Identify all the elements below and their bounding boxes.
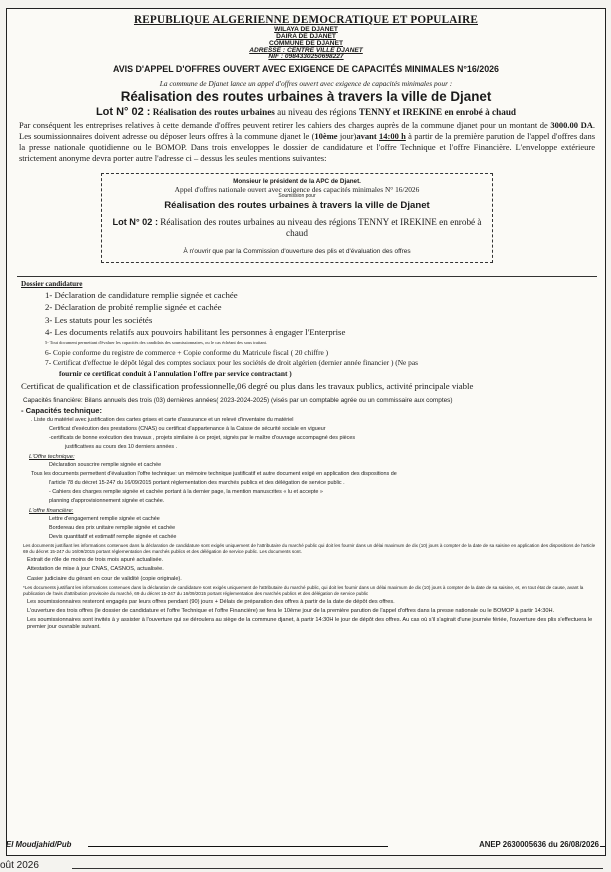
address-line: ADRESSE : CENTRE VILLE DJANET xyxy=(249,46,363,54)
footer-rule-left xyxy=(88,846,388,847)
dossier-title: Dossier candidature xyxy=(21,279,83,288)
footer-rule-right xyxy=(600,846,605,847)
technical-capacity-title: - Capacités technique: xyxy=(21,406,103,416)
dossier-item-warning xyxy=(59,370,605,379)
para-part-1: Par conséquent les entreprises relatives à cette demande d'offres peuvent retirer les cahiers des charges auprès de la commune djanet pour un montant de xyxy=(19,120,551,131)
section-divider xyxy=(17,276,597,277)
envelope-soumission: Soumission pour xyxy=(278,193,316,200)
financial-offer-item: Lettre d'engagement remplie signée et cachée xyxy=(49,516,160,523)
note-item: Casier judiciaire du gérant en cour de validité (copie originale). xyxy=(27,575,182,582)
lot-label: Lot N° 02 : xyxy=(95,106,151,119)
financial-offer-item: Devis quantitatif et estimatif remplie signée et cachée xyxy=(49,534,177,541)
technical-capacity-item: . Liste du matériel avec justification des cartes grises et carte d'assurance et un relevé d'inventaire du matériel xyxy=(31,417,294,424)
newspaper-name: El Moudjahid/Pub xyxy=(6,840,72,849)
envelope-warning: À n'ouvrir que par la Commission d'ouverture des plis et d'évaluation des offres xyxy=(183,248,411,256)
technical-offer-item: Tous les documents permettent d'évaluation l'offre technique: un mémoire technique justificatif et autre document exigé en application des dispositions de xyxy=(31,471,397,478)
technical-capacity-item: justificatives au cours des 10 derniers années . xyxy=(65,444,178,451)
lot-regions: TENNY et IREKINE en enrobé à chaud xyxy=(358,107,517,118)
warning-text: fournir ce certificat conduit à l'annulation l'offre par service contractant ) xyxy=(59,369,292,379)
daira-line: DAIRA DE DJANET xyxy=(276,32,336,40)
notice-title: AVIS D'APPEL D'OFFRES OUVERT AVEC EXIGENCE DE CAPACITÉS MINIMALES N°16/2026 xyxy=(112,64,499,75)
note-item: Extrait de rôle de moins de trois mois apuré actualisée. xyxy=(27,557,164,564)
financial-offer-item: Bordereau des prix unitaire remplie signée et cachée xyxy=(49,525,176,532)
envelope-lot-text: Réalisation des routes urbaines au niveau des régions TENNY et IREKINE en enrobé à chaud xyxy=(160,217,482,238)
note-item: *Les documents justifiant les informations contenues dans la déclaration de candidature sont exigés uniquement de l'attributaire du marché public, qui doit les fournir dans un délai maximum de dix (10) jours à compter de la date de sa saisine, et, en tout état de cause, avant la publication de l'avis d'attribution provisoire du marché, 69 du décret 15-247 du 16/09/2015 portant réglementation des marchés publics et des délégation de service public xyxy=(23,584,584,596)
page-edge-text: oût 2026 xyxy=(0,860,39,871)
technical-offer-item: - Cahiers des charges remplie signée et cachée portant à la dernier page, la mention manuscrites « lu et accepte » xyxy=(49,489,323,496)
note-item: Attestation de mise à jour CNAS, CASNOS, actualisée. xyxy=(27,566,164,573)
note-item: L'ouverture des trois offres (le dossier de candidature et l'offre Technique et l'offre Financière) se fera le 10ème jour de la première parution de l'appel d'offres dans la presse nationale ou le BOMOP à partir 14:30H. xyxy=(27,607,555,614)
issuer-header xyxy=(7,15,605,61)
technical-offer-item: l'article 78 du décret 15-247 du 16/09/2015 portant réglementation des marchés publics et des délégation de service public . xyxy=(49,480,345,487)
financial-offer-title: L'offre financière: xyxy=(29,508,74,515)
para-part-3: jour) xyxy=(337,131,357,142)
envelope-lot xyxy=(108,217,486,238)
lot-bold: Réalisation des routes urbaines xyxy=(152,107,275,118)
amount: 3000.00 DA xyxy=(550,120,593,131)
note-item: Les soumissionnaires sont invités à y assister à l'ouverture qui se déroulera au siège de la commune djanet, à partir 14:30H le jour de dépôt des offres. Au cas où s'il s'agirait d'une journée fériée, l'ouverture des plis s'effectuera le premier jour ouvrable suivant. xyxy=(27,617,593,631)
note-item: Les soumissionnaires resteront engagés par leurs offres pendant (90) jours + Délais de préparation des offres à partir de la date de dépôt des offres. xyxy=(27,598,395,605)
republic-title: REPUBLIQUE ALGERIENNE DEMOCRATIQUE ET POPULAIRE xyxy=(133,14,479,26)
dossier-item: 3- Les statuts pour les sociétés xyxy=(45,314,153,325)
envelope-project: Réalisation des routes urbaines à travers la ville de Djanet xyxy=(164,199,430,211)
dossier-item: 1- Déclaration de candidature remplie signée et cachée xyxy=(45,289,238,300)
anep-reference: ANEP 2630005636 du 26/08/2026 xyxy=(479,840,599,849)
nif-line: NIF : 0984330250698227 xyxy=(268,53,344,61)
deadline-time: 14:00 h xyxy=(379,131,406,142)
technical-offer-item: Déclaration souscrire remplie signée et cachée xyxy=(49,462,162,469)
avant-word: avant xyxy=(356,131,379,142)
intro-line: La commune de Djanet lance un appel d'offres ouvert avec exigence de capacités minimales pour : xyxy=(159,79,453,89)
commune-line: COMMUNE DE DJANET xyxy=(269,39,343,47)
dossier-item: 5- Tout document permettant d'évaluer les capacités des candidats des soumissionnaires, ou le cas échéant des sous traitant. xyxy=(45,339,267,345)
deadline-day: 10ème xyxy=(314,131,338,142)
lot-mid: au niveau des régions xyxy=(274,107,359,118)
envelope-box xyxy=(101,173,493,262)
para-part-2: . Les soumissionnaires doivent adresse ou déposer leurs offres à la commune djanet le ( xyxy=(19,120,595,142)
envelope-lot-label: Lot N° 02 : xyxy=(112,217,158,228)
wilaya-line: WILAYA DE DJANET xyxy=(274,25,338,33)
para-part-4: à partir de la première parution de l'appel d'offres dans la presse nationale quotidienne ou le BOMOP. Dans trois enveloppes le dossier de candidature et l'offre Technique et l'offre Financière. L'enveloppe extérieure strictement anonyme devra porter autre l'adresse ci – dessus les seules mentions suivantes: xyxy=(19,131,595,163)
page-edge-rule xyxy=(72,868,603,869)
note-item: Les documents justifiant les informations contenues dans la déclaration de candidature sont exigés uniquement de l'attributaire du marché public qui doit les fournir dans un délai maximum de dix (10) jours à compter de la date de sa saisine en application des dispositions de l'article 69 du décret 15-247 du 16/09/2015 portant réglementation des marchés publics et des délégation de service public. Les documents sont. xyxy=(23,543,596,555)
technical-capacity-item: -certificats de bonne exécution des travaux , projets similaire à ce projet, signés par le maître d'ouvrage accompagné des pièces xyxy=(49,435,356,442)
project-title: Réalisation des routes urbaines à travers la ville de Djanet xyxy=(120,89,492,105)
financial-capacity: Capacités financière: Bilans annuels des trois (03) dernières années( 2023-2024-2025) (visés par un comptable agrée ou un commissaire aux comptes) xyxy=(23,397,453,405)
page-footer xyxy=(6,840,605,854)
envelope-notice: Appel d'offres nationale ouvert avec exigence des capacités minimales N° 16/2026 xyxy=(174,184,420,194)
instructions-paragraph xyxy=(19,120,595,163)
certificate-line: Certificat de qualification et de classification professionnelle,06 degré ou plus dans les travaux publics, activité principale viable xyxy=(21,381,474,392)
dossier-item: 7- Certificat d'effectue le dépôt légal des comptes sociaux pour les sociétés de droit algérien (dernier année financier ) (Ne pas xyxy=(45,358,419,368)
dossier-item: 6- Copie conforme du registre de commerce + Copie conforme du Matricule fiscal ( 20 chiffre ) xyxy=(45,347,329,357)
technical-offer-item: planning d'approvisionnement signée et cachée. xyxy=(49,498,165,505)
envelope-addressee: Monsieur le président de la APC de Djanet. xyxy=(233,178,361,186)
lot-line xyxy=(7,106,605,118)
dossier-item: 4- Les documents relatifs aux pouvoirs habilitant les personnes à engager l'Enterprise xyxy=(45,327,346,338)
dossier-item: 2- Déclaration de probité remplie signée et cachée xyxy=(45,302,222,313)
technical-capacity-item: Certificat d'exécution des prestations (CNAS) ou certificat d'appartenance à la Caisse de sécurité sociale en vigueur xyxy=(49,426,326,433)
tender-notice xyxy=(6,8,606,856)
technical-offer-title: L'Offre technique: xyxy=(29,454,75,461)
